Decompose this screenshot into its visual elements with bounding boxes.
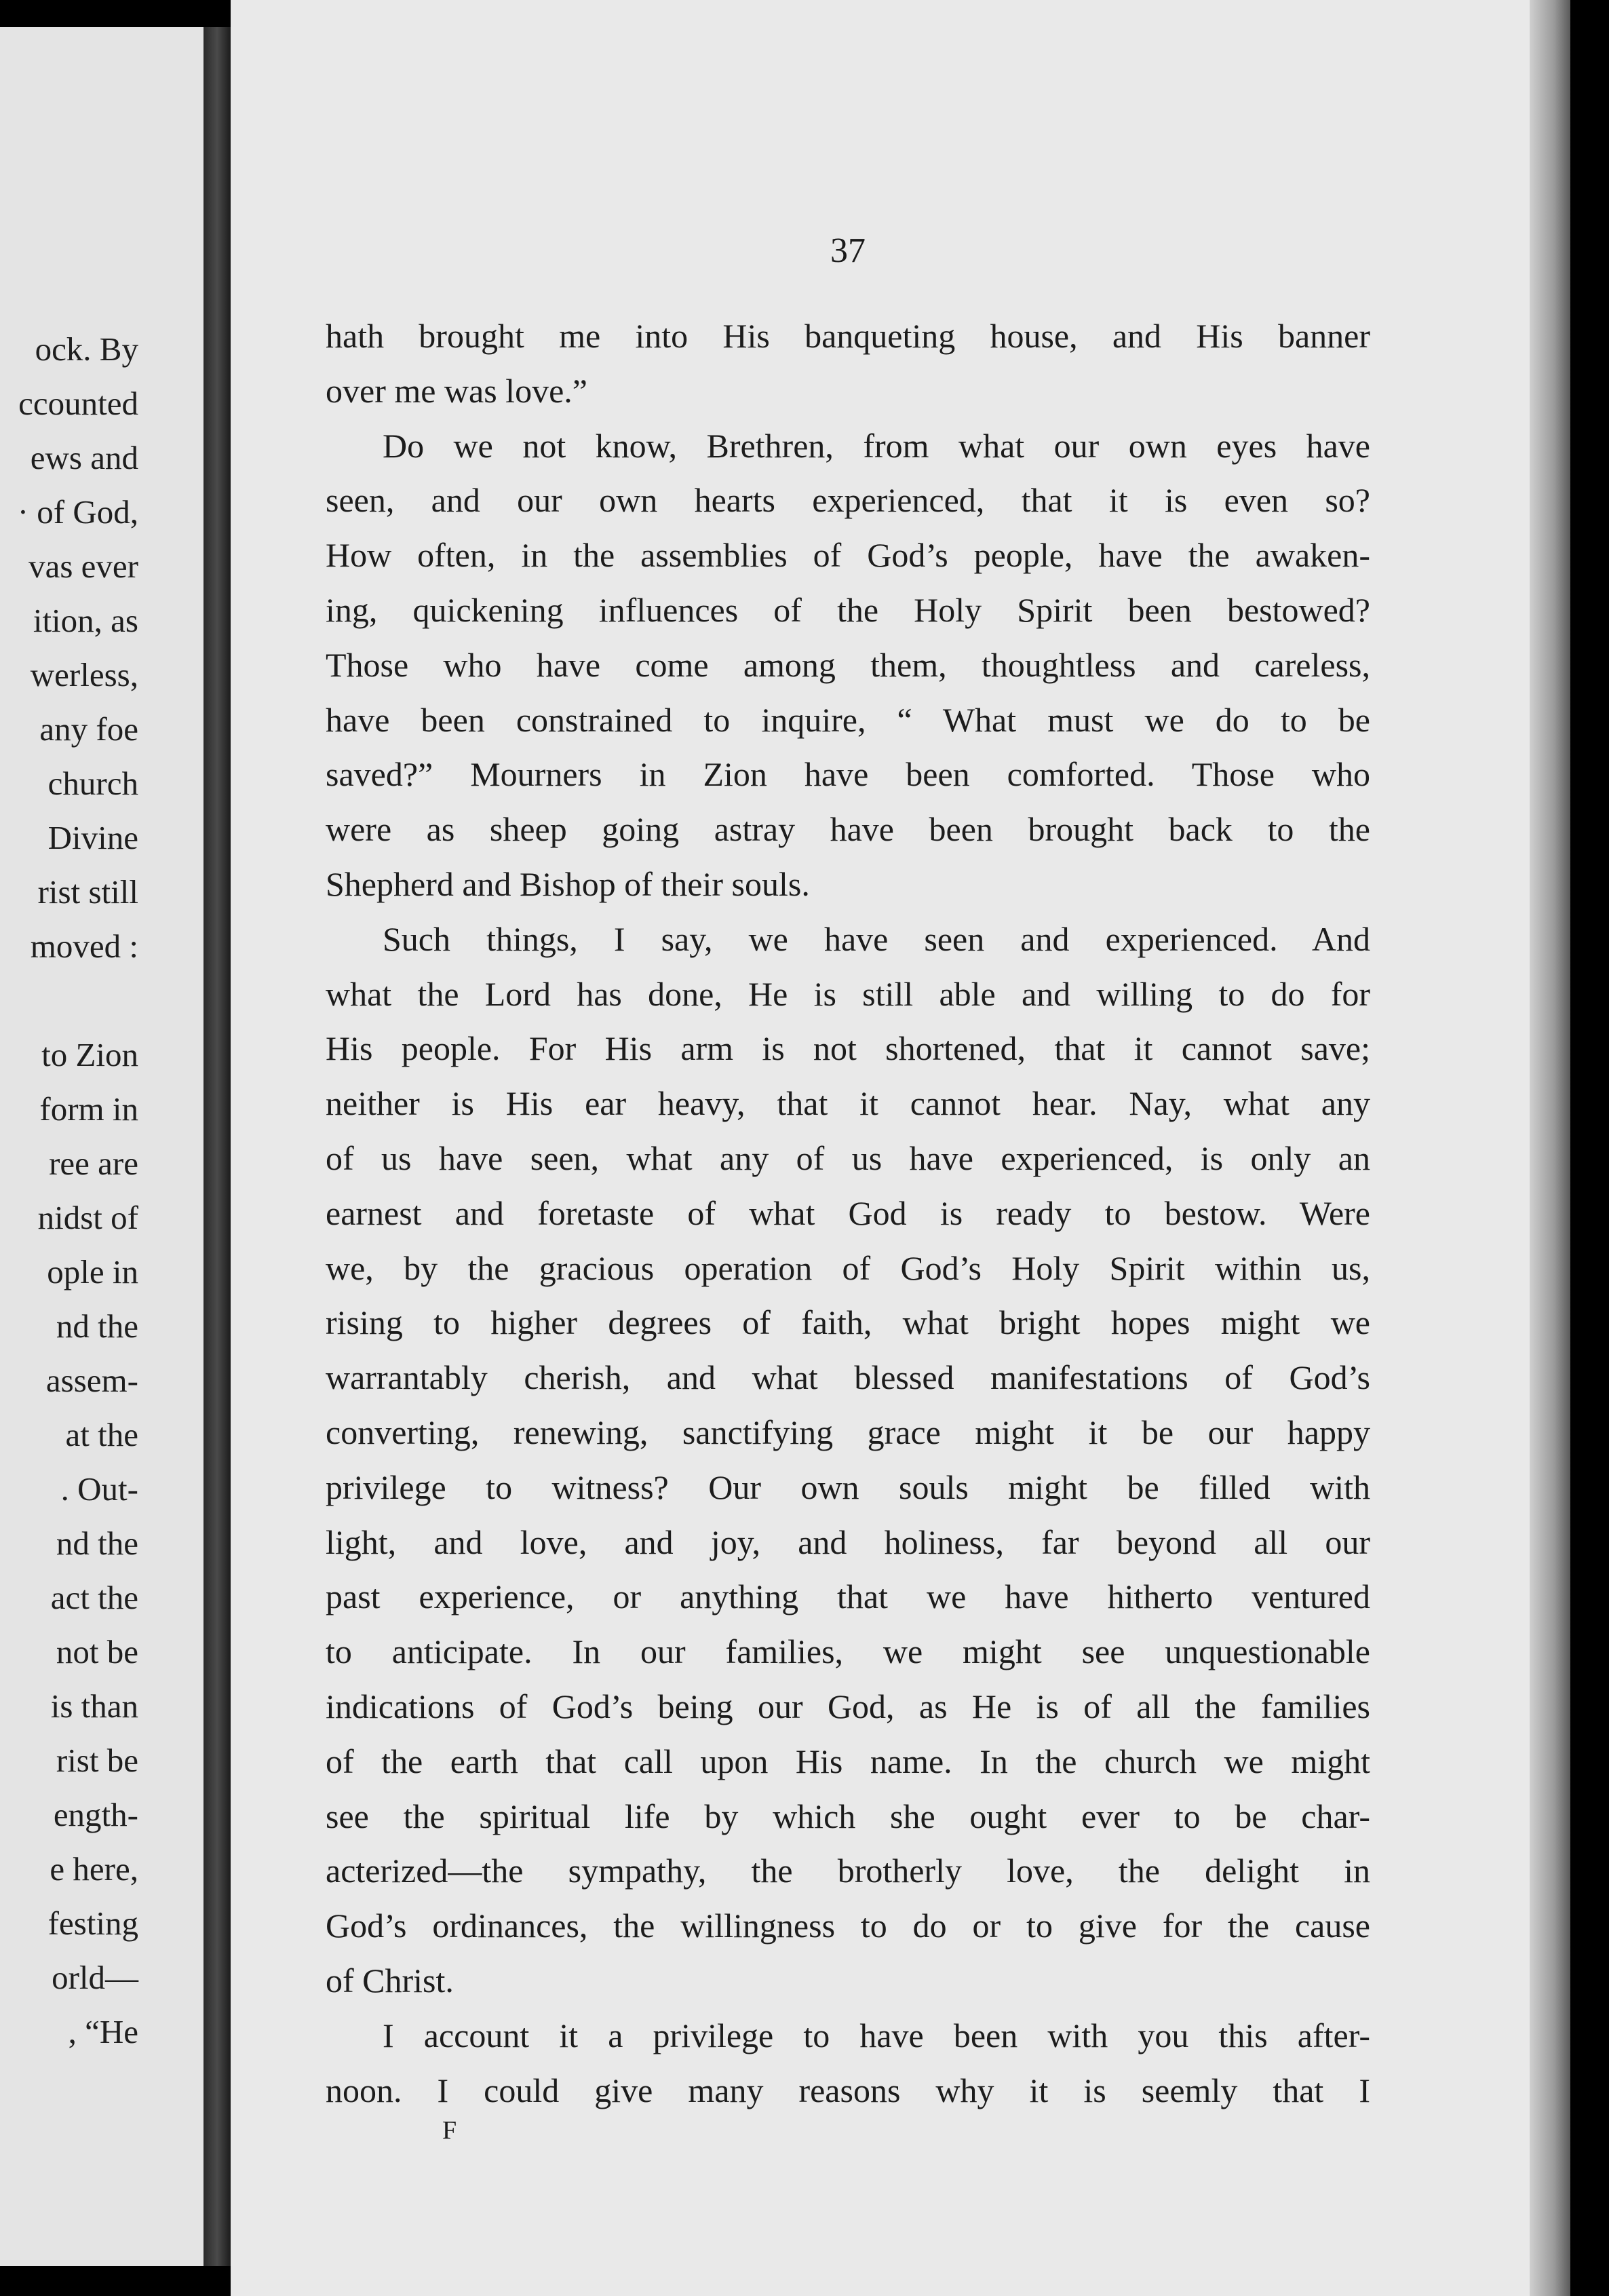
left-page-line: vas ever — [28, 548, 138, 585]
left-page-line: rist be — [56, 1742, 138, 1779]
left-page-line: any foe — [39, 710, 138, 748]
left-page-line: ews and — [30, 439, 138, 476]
text-line: indications of God’s being our God, as He is of all the families — [326, 1687, 1370, 1725]
left-page-line: ition, as — [33, 602, 138, 639]
book-gutter — [203, 27, 231, 2266]
text-line: have been constrained to inquire, “ What must we do to be — [326, 700, 1370, 739]
left-page-line: festing — [47, 1905, 138, 1942]
left-page-line: nd the — [56, 1525, 138, 1562]
text-line: to anticipate. In our families, we might see unquestionable — [326, 1632, 1370, 1671]
text-line: of the earth that call upon His name. In the church we might — [326, 1742, 1370, 1780]
left-page-line: ength- — [53, 1796, 138, 1833]
text-line: saved?” Mourners in Zion have been comforted. Those who — [326, 755, 1370, 794]
text-line: His people. For His arm is not shortened, that it cannot save; — [326, 1029, 1370, 1068]
page-edge — [1530, 0, 1570, 2296]
left-page-line: ree are — [49, 1145, 138, 1182]
text-line: see the spiritual life by which she ought ever to be char- — [326, 1797, 1370, 1835]
left-page-line: rist still — [37, 873, 138, 911]
left-page-line: to Zion — [41, 1036, 138, 1073]
text-line: were as sheep going astray have been brought back to the — [326, 810, 1370, 849]
left-page-line: , “He — [68, 2013, 138, 2050]
text-line: we, by the gracious operation of God’s Holy Spirit within us, — [326, 1248, 1370, 1287]
left-page-line: . Out- — [60, 1470, 138, 1508]
left-page-line — [0, 974, 203, 1028]
left-page-line: orld— — [52, 1959, 138, 1996]
left-page-line: not be — [56, 1633, 138, 1670]
text-line: light, and love, and joy, and holiness, far beyond all our — [326, 1523, 1370, 1561]
left-page-text — [0, 322, 203, 2059]
text-line: converting, renewing, sanctifying grace might it be our happy — [326, 1413, 1370, 1451]
text-line: ing, quickening influences of the Holy Spirit been bestowed? — [326, 590, 1370, 629]
page-number: 37 — [830, 231, 866, 270]
text-line: seen, and our own hearts experienced, that it is even so? — [326, 481, 1370, 520]
left-page-line: ock. By — [35, 330, 138, 368]
text-line: noon. I could give many reasons why it is seemly that I — [326, 2071, 1370, 2109]
text-line: privilege to witness? Our own souls might be filled with — [326, 1468, 1370, 1506]
text-line: warrantably cherish, and what blessed manifestations of God’s — [326, 1358, 1370, 1397]
text-line: God’s ordinances, the willingness to do or to give for the cause — [326, 1907, 1370, 1945]
left-page-line: nd the — [56, 1307, 138, 1345]
text-line: what the Lord has done, He is still able and willing to do for — [326, 974, 1370, 1013]
left-page-line: e here, — [50, 1850, 138, 1888]
text-line: of Christ. — [326, 1961, 454, 2000]
text-line: earnest and foretaste of what God is ready to bestow. Were — [326, 1193, 1370, 1232]
left-page-line: · of God, — [17, 493, 138, 531]
left-page-line: at the — [65, 1416, 138, 1453]
left-page — [0, 27, 203, 2266]
left-page-line: werless, — [30, 656, 138, 693]
signature-mark: F — [442, 2116, 457, 2145]
left-page-line: form in — [39, 1090, 138, 1128]
text-line: How often, in the assemblies of God’s people, have the awaken- — [326, 536, 1370, 575]
text-line: acterized—the sympathy, the brotherly love, the delight in — [326, 1852, 1370, 1890]
text-line: Such things, I say, we have seen and experienced. And — [383, 919, 1370, 958]
body-text — [326, 309, 1370, 2118]
text-line: I account it a privilege to have been with you this after- — [383, 2016, 1370, 2054]
text-line: Do we not know, Brethren, from what our own eyes have — [383, 426, 1370, 465]
text-line: hath brought me into His banqueting house, and His banner — [326, 317, 1370, 355]
text-line: Those who have come among them, thoughtless and careless, — [326, 645, 1370, 684]
left-page-line: nidst of — [37, 1199, 138, 1236]
text-line: neither is His ear heavy, that it cannot hear. Nay, what any — [326, 1084, 1370, 1123]
text-line: of us have seen, what any of us have experienced, is only an — [326, 1139, 1370, 1177]
left-page-line: moved : — [30, 927, 138, 965]
text-line: rising to higher degrees of faith, what bright hopes might we — [326, 1303, 1370, 1342]
left-page-line: church — [47, 765, 138, 802]
text-line: Shepherd and Bishop of their souls. — [326, 864, 810, 903]
text-line: past experience, or anything that we have hitherto ventured — [326, 1577, 1370, 1616]
left-page-line: ccounted — [18, 385, 138, 422]
left-page-line: Divine — [47, 819, 138, 856]
text-line: over me was love.” — [326, 371, 587, 410]
left-page-line: assem- — [45, 1362, 138, 1399]
left-page-line: act the — [50, 1579, 138, 1616]
left-page-line: ople in — [47, 1253, 138, 1290]
left-page-line: is than — [50, 1687, 138, 1725]
